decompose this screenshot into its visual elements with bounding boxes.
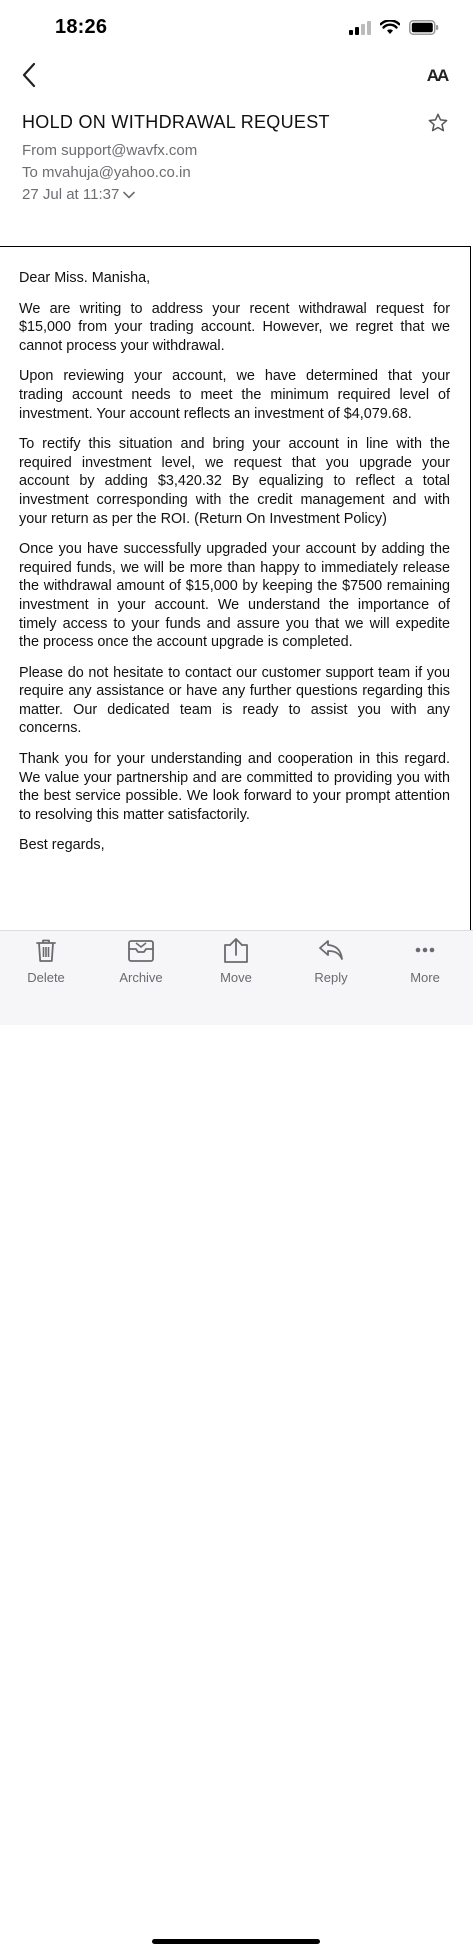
reply-icon [316, 935, 346, 965]
email-date-text: 27 Jul at 11:37 [22, 186, 120, 203]
email-paragraph: To rectify this situation and bring your account in line with the required investment level, we request that you upgrade your account by adding $3,420.32 By equalizing to reflect a total investment corresponding with the credit management and with your return as per the ROI. (Return On Investment Policy) [19, 436, 450, 527]
star-icon [427, 112, 449, 134]
chevron-down-icon [123, 191, 135, 199]
email-paragraph: Thank you for your understanding and cooperation in this regard. We value your partnership and are committed to providing you with the best service possible. We look forward to your prompt attention to resolving this matter satisfactorily. [19, 751, 450, 823]
email-body[interactable] [0, 246, 471, 936]
text-size-button[interactable] [421, 62, 453, 90]
text-size-icon: AA [426, 66, 448, 85]
move-label: Move [220, 970, 252, 985]
wifi-icon [380, 20, 400, 35]
archive-icon [126, 935, 156, 965]
back-button[interactable] [14, 60, 44, 90]
reply-label: Reply [314, 970, 348, 985]
home-indicator[interactable] [152, 1939, 320, 1944]
email-greeting: Dear Miss. Manisha, [19, 270, 151, 286]
status-bar [0, 0, 473, 56]
email-paragraph: Once you have successfully upgraded your account by adding the required funds, we will be more than happy to immediately release the withdrawal amount of $15,000 by keeping the $7500 remaining investment in your account. We understand the importance of timely access to your funds and assure you that we will expedite the process once the account upgrade is completed. [19, 541, 450, 651]
move-icon [221, 935, 251, 965]
flag-star-button[interactable] [425, 110, 451, 136]
delete-label: Delete [27, 970, 65, 985]
recipient-address[interactable]: To mvahuja@yahoo.co.in [22, 164, 191, 181]
battery-icon [409, 20, 439, 35]
sender-address[interactable]: From support@wavfx.com [22, 142, 198, 159]
status-time: 18:26 [55, 16, 108, 38]
email-signoff: Best regards, [19, 837, 105, 854]
status-icons [349, 20, 439, 35]
trash-icon [31, 935, 61, 965]
more-icon [410, 935, 440, 965]
reply-button[interactable] [296, 935, 366, 985]
more-label: More [410, 970, 440, 985]
email-paragraph: Please do not hesitate to contact our customer support team if you require any assistance or have any further questions regarding this matter. Our dedicated team is ready to assist you with any concerns. [19, 664, 450, 737]
delete-button[interactable] [11, 935, 81, 985]
more-button[interactable] [390, 935, 460, 985]
email-subject: HOLD ON WITHDRAWAL REQUEST [22, 112, 330, 132]
signal-icon [349, 21, 371, 35]
email-paragraph: Upon reviewing your account, we have determined that your trading account needs to meet the minimum required level of investment. Your account reflects an investment of $4,079.68. [19, 368, 450, 422]
back-chevron-icon [21, 62, 37, 88]
archive-button[interactable] [106, 935, 176, 985]
archive-label: Archive [119, 970, 163, 985]
move-button[interactable] [201, 935, 271, 985]
email-date[interactable] [22, 186, 135, 203]
bottom-toolbar [0, 930, 473, 1025]
email-paragraph: We are writing to address your recent withdrawal request for $15,000 from your trading account. However, we regret that we cannot process your withdrawal. [19, 300, 450, 354]
